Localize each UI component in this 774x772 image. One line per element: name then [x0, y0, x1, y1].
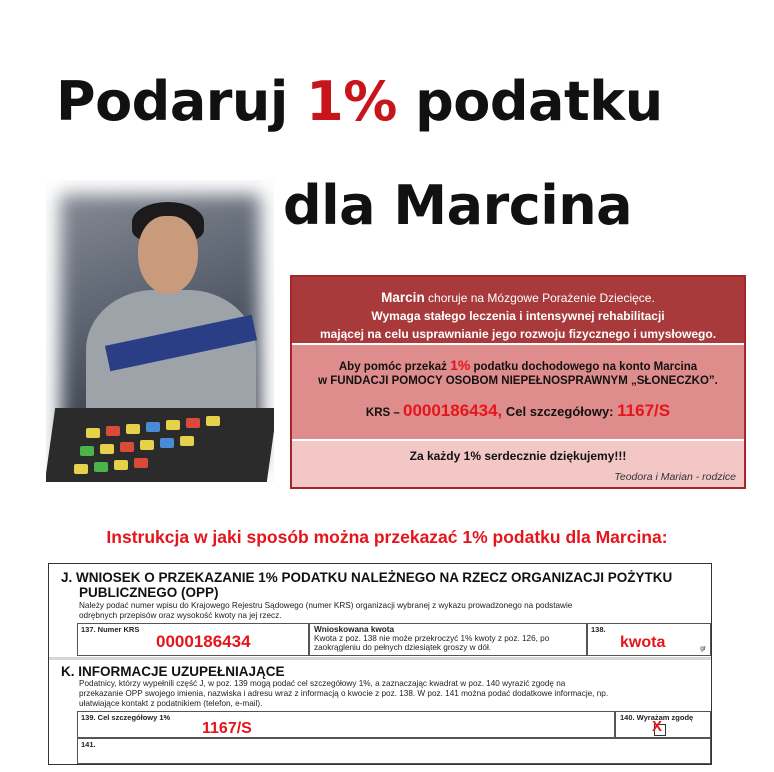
board-key	[206, 416, 220, 426]
board-key	[146, 422, 160, 432]
board-key	[166, 420, 180, 430]
board-key	[160, 438, 174, 448]
marcin-photo	[46, 180, 274, 482]
consent-mark: X	[652, 718, 663, 735]
field-138-amount[interactable]	[587, 623, 711, 656]
cel-value: 1167/S	[617, 401, 671, 420]
board-key	[86, 428, 100, 438]
board-key	[186, 418, 200, 428]
field-138-unit: gr	[700, 645, 706, 652]
section-k-desc: Podatnicy, którzy wypełnili część J, w poz. 139 mogą podać cel szczegółowy 1%, a zaznaczając kwadrat w poz. 140 wyrazić zgodę na	[79, 679, 566, 688]
foundation-name: w FUNDACJI POMOCY OSOBOM NIEPEŁNOSPRAWNYM „SŁONECZKO”.	[318, 375, 718, 387]
kwota-label: Wnioskowana kwota	[314, 625, 395, 634]
board-key	[106, 426, 120, 436]
headline-text-end: podatku	[396, 70, 663, 133]
section-j-desc: Należy podać numer wpisu do Krajowego Rejestru Sądowego (numer KRS) organizacji wybranej z wykazu prowadzonego na podstawie	[79, 601, 573, 610]
board-key	[180, 436, 194, 446]
field-139-cel[interactable]	[77, 711, 615, 738]
tax-form-excerpt	[48, 563, 712, 765]
kwota-description	[309, 623, 587, 656]
field-139-value: 1167/S	[202, 720, 252, 737]
field-138-label: 138.	[591, 625, 606, 634]
info-thanks	[292, 439, 744, 487]
board-key	[134, 458, 148, 468]
headline-line1	[56, 70, 663, 133]
board-key	[120, 442, 134, 452]
board-key	[100, 444, 114, 454]
field-140-label: 140. Wyrażam zgodę	[620, 713, 694, 722]
name-marcin: Marcin	[381, 290, 425, 305]
headline-line2: dla Marcina	[283, 174, 633, 237]
section-k-desc-2: przekazanie OPP swojego imienia, nazwiska i adresu wraz z informacją o kwocie z poz. 138. W poz. 141 można podać dodatkowe informacje, np.	[79, 689, 609, 698]
field-141-additional[interactable]	[77, 738, 711, 764]
board-key	[114, 460, 128, 470]
signature-parents: Teodora i Marian - rodzice	[614, 471, 736, 483]
board-key	[74, 464, 88, 474]
field-137-krs[interactable]	[77, 623, 309, 656]
board-key	[80, 446, 94, 456]
info-box	[290, 275, 746, 489]
cel-label: Cel szczegółowy:	[502, 404, 618, 419]
kwota-desc: Kwota z poz. 138 nie może przekroczyć 1% kwoty z poz. 126, po	[314, 634, 550, 643]
krs-label: KRS –	[365, 407, 403, 419]
help-text: Aby pomóc przekaż	[338, 361, 451, 373]
section-j-title-2: PUBLICZNEGO (OPP)	[79, 585, 219, 600]
photo-face	[138, 216, 198, 294]
section-j-title: J. WNIOSEK O PRZEKAZANIE 1% PODATKU NALEŻNEGO NA RZECZ ORGANIZACJI POŻYTKU	[61, 570, 673, 585]
field-137-value: 0000186434	[156, 632, 251, 651]
help-percent: 1%	[450, 357, 471, 373]
thanks-text: Za każdy 1% serdecznie dziękujemy!!!	[409, 449, 627, 463]
help-text-end: podatku dochodowego na konto Marcina	[470, 361, 698, 373]
headline-percent: 1%	[306, 70, 397, 133]
field-141-label: 141.	[81, 740, 96, 749]
section-divider	[49, 657, 711, 660]
info-diagnosis	[292, 277, 744, 343]
info-how-to-help	[292, 343, 744, 439]
board-key	[140, 440, 154, 450]
diagnosis-line2: Wymaga stałego leczenia i intensywnej rehabilitacji	[371, 309, 665, 323]
board-key	[126, 424, 140, 434]
krs-line	[292, 401, 744, 421]
field-140-consent[interactable]	[615, 711, 711, 738]
diagnosis-line3: mającej na celu usprawnianie jego rozwoju fizycznego i umysłowego.	[319, 327, 717, 341]
instruction-heading: Instrukcja w jaki sposób można przekazać 1% podatku dla Marcina:	[106, 527, 668, 547]
section-k-desc-3: ułatwiające kontakt z podatnikiem (telefon, e-mail).	[79, 699, 263, 708]
field-138-value: kwota	[620, 634, 666, 651]
headline-text: Podaruj	[56, 70, 307, 133]
diagnosis-text: choruje na Mózgowe Porażenie Dziecięce.	[424, 291, 655, 305]
section-j-desc-2: odrębnych przepisów oraz wysokość kwoty na jej rzecz.	[79, 611, 282, 620]
krs-number: 0000186434,	[402, 401, 503, 420]
board-key	[94, 462, 108, 472]
field-139-label: 139. Cel szczegółowy 1%	[81, 713, 171, 722]
section-k-title: K. INFORMACJE UZUPEŁNIAJĄCE	[61, 664, 285, 679]
kwota-desc-2: zaokrągleniu do pełnych dziesiątek groszy w dół.	[314, 643, 492, 652]
field-137-label: 137. Numer KRS	[81, 625, 140, 634]
